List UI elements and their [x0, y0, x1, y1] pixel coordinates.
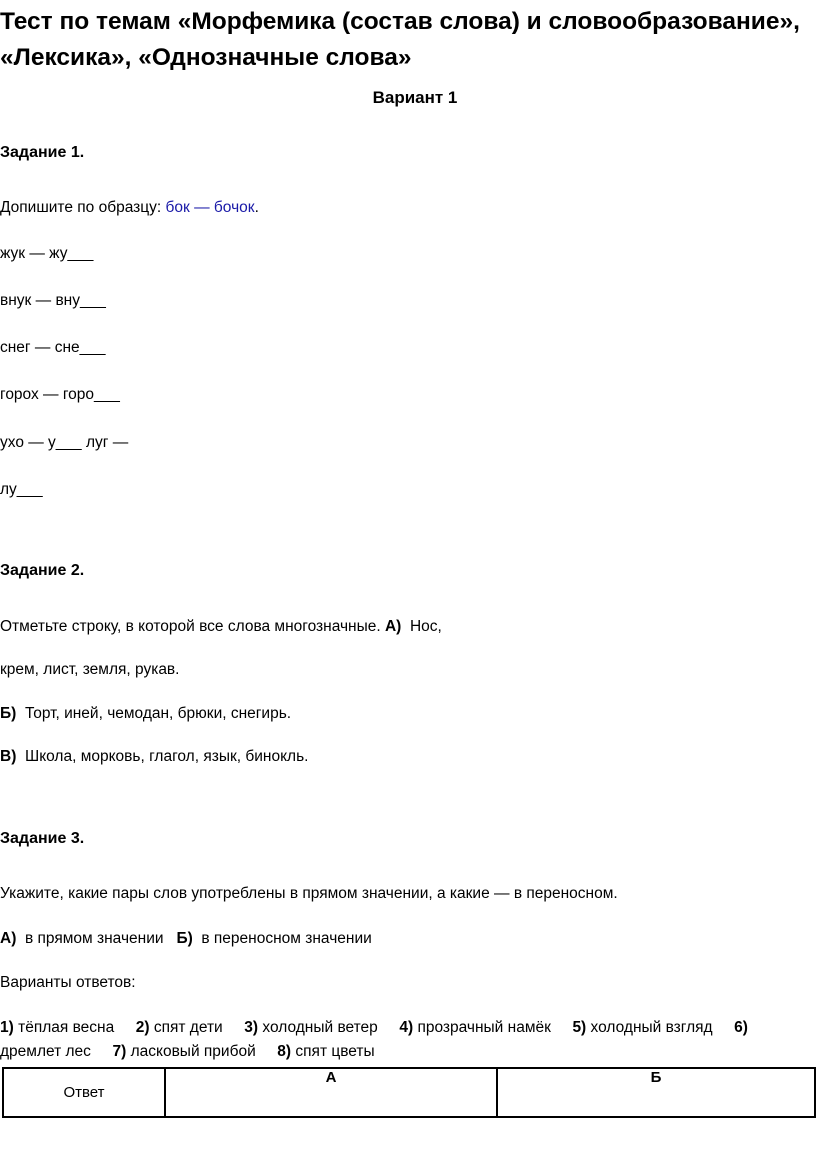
task1-example: бок — бочок [165, 199, 255, 216]
task2-option-a-start: Нос, [409, 618, 442, 635]
task3-cat-a-text: в прямом значении [24, 930, 164, 947]
pair-text: ласковый прибой [130, 1043, 256, 1060]
answer-cell-b[interactable]: Б [497, 1068, 815, 1117]
pair-number: 3) [244, 1019, 259, 1036]
task3-pairs [0, 1016, 812, 1064]
task1-instruction [0, 199, 259, 217]
task1-instruction-text: Допишите по образцу: [0, 199, 166, 216]
task1-line: внук — вну___ [0, 292, 106, 309]
pair-number: 7) [112, 1043, 127, 1060]
task1-line: жук — жу___ [0, 245, 94, 262]
task2-instruction-text: Отметьте строку, в которой все слова многозначные. [0, 618, 385, 635]
task1-heading: Задание 1. [0, 144, 85, 161]
pair-text: спят цветы [295, 1043, 375, 1060]
task2-instruction [0, 618, 442, 636]
answer-row-label: Ответ [3, 1068, 165, 1117]
task1-line: горох — горо___ [0, 386, 120, 403]
task2-option-b-text: Торт, иней, чемодан, брюки, снегирь. [24, 705, 292, 722]
answer-table [2, 1067, 816, 1118]
task3-cat-b-label: Б) [176, 930, 193, 947]
task3-variants-label: Варианты ответов: [0, 974, 136, 991]
task2-option-c-text: Школа, морковь, глагол, язык, бинокль. [24, 748, 309, 765]
pair-number: 8) [277, 1043, 292, 1060]
task1-line: лу___ [0, 481, 43, 498]
answer-cell-a[interactable]: А [165, 1068, 497, 1117]
task3-cat-b-text: в переносном значении [201, 930, 372, 947]
task2-option-a-label: А) [384, 618, 402, 635]
pair-text: прозрачный намёк [417, 1019, 551, 1036]
task2-option-a-cont: крем, лист, земля, рукав. [0, 661, 180, 678]
pair-number: 6) [734, 1019, 748, 1036]
page-title: Тест по темам «Морфемика (состав слова) и словообразование», «Лексика», «Однозначные слова» [0, 8, 800, 71]
task1-example-end: . [254, 199, 259, 216]
task3-cat-a-label: А) [0, 930, 17, 947]
pair-number: 2) [135, 1019, 150, 1036]
task2-option-c-label: В) [0, 748, 17, 765]
task3-heading: Задание 3. [0, 830, 85, 847]
table-row [3, 1068, 815, 1117]
pair-text: холодный взгляд [590, 1019, 713, 1036]
variant-heading: Вариант 1 [372, 88, 458, 107]
pair-number: 1) [0, 1019, 14, 1036]
task2-option-c [0, 748, 308, 766]
task2-heading: Задание 2. [0, 562, 85, 579]
pair-text: дремлет лес [0, 1043, 91, 1060]
pair-text: холодный ветер [262, 1019, 378, 1036]
pair-number: 4) [399, 1019, 414, 1036]
pair-text: спят дети [153, 1019, 223, 1036]
pair-number: 5) [572, 1019, 587, 1036]
task2-option-b-label: Б) [0, 705, 17, 722]
pair-text: тёплая весна [18, 1019, 115, 1036]
task3-instruction: Укажите, какие пары слов употреблены в прямом значении, а какие — в переносном. [0, 885, 618, 902]
task1-line: снег — сне___ [0, 339, 106, 356]
task1-line: ухо — у___ луг — [0, 434, 129, 451]
task2-option-b [0, 705, 291, 723]
task3-categories [0, 930, 372, 948]
